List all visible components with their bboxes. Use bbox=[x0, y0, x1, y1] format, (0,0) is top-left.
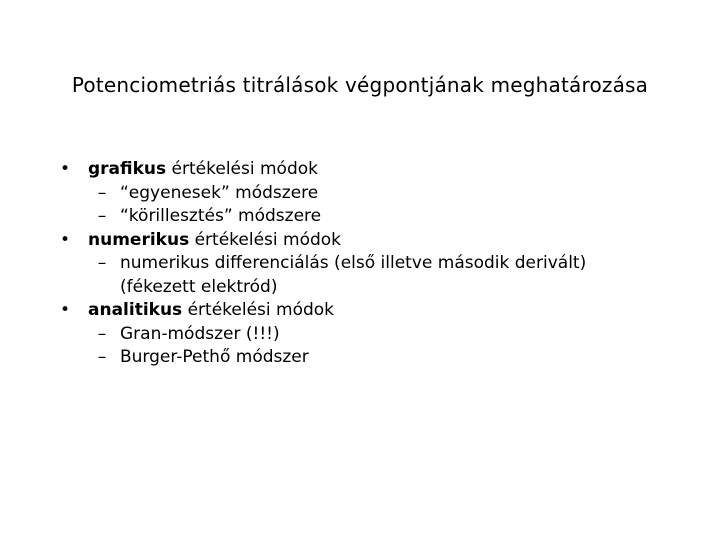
bullet-icon: • bbox=[59, 159, 71, 179]
sub-item-text: Gran-módszer (!!!) bbox=[120, 323, 280, 344]
sub-item-text: numerikus differenciálás (első illetve második derivált) bbox=[120, 253, 587, 273]
dash-icon: – bbox=[97, 323, 107, 344]
dash-icon: – bbox=[97, 206, 107, 226]
sub-item bbox=[56, 252, 696, 299]
list-item-lead: analitikus bbox=[88, 300, 183, 320]
bullet-icon: • bbox=[59, 229, 71, 250]
sub-item bbox=[56, 182, 696, 206]
sub-item-text: “körillesztés” módszere bbox=[120, 206, 322, 226]
dash-icon: – bbox=[97, 347, 107, 367]
dash-icon: – bbox=[97, 182, 107, 203]
sub-item bbox=[56, 205, 696, 229]
list-item-analitikus bbox=[56, 299, 696, 323]
sub-item bbox=[56, 346, 696, 370]
dash-icon: – bbox=[97, 253, 107, 273]
sub-item-continuation: (fékezett elektród) bbox=[120, 276, 278, 297]
slide-title: Potenciometriás titrálások végpontjának meghatározása bbox=[71, 73, 649, 97]
sub-item bbox=[56, 323, 696, 347]
sub-item-text: Burger-Pethő módszer bbox=[120, 347, 309, 367]
list-item-lead: numerikus bbox=[88, 229, 190, 250]
bullet-list bbox=[56, 158, 696, 370]
list-item-numerikus bbox=[56, 229, 696, 253]
list-item-rest: értékelési módok bbox=[189, 229, 342, 250]
sub-item-text: “egyenesek” módszere bbox=[120, 182, 319, 203]
list-item-rest: értékelési módok bbox=[182, 300, 335, 320]
bullet-icon: • bbox=[59, 300, 71, 320]
list-item-rest: értékelési módok bbox=[166, 159, 318, 179]
list-item-grafikus bbox=[56, 158, 696, 182]
list-item-lead: grafikus bbox=[88, 159, 167, 179]
